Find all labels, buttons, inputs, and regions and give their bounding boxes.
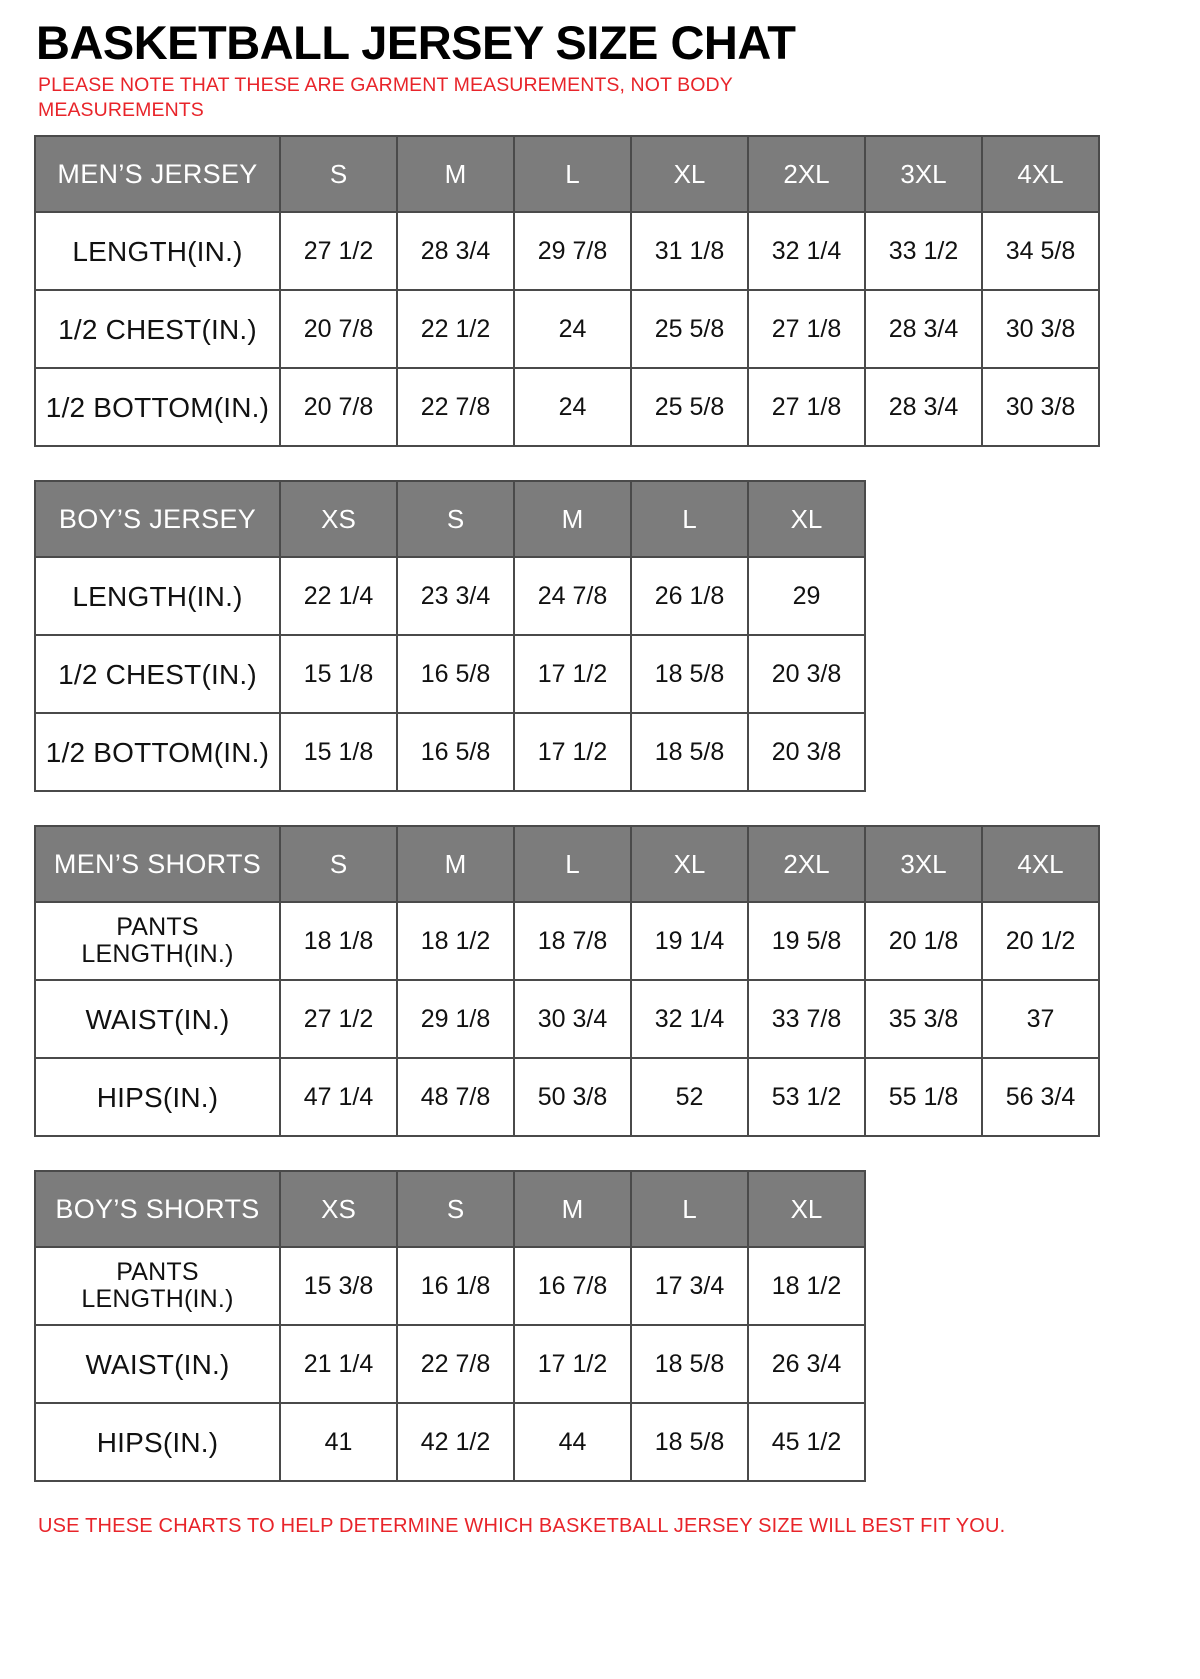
cell: 37 [982, 980, 1099, 1058]
column-header: XL [631, 826, 748, 902]
cell: 22 1/4 [280, 557, 397, 635]
table-header-row [35, 826, 1099, 902]
table-boys-jersey [34, 480, 866, 792]
cell: 16 1/8 [397, 1247, 514, 1325]
cell: 27 1/8 [748, 290, 865, 368]
cell: 32 1/4 [748, 212, 865, 290]
row-label: 1/2 CHEST(IN.) [35, 635, 280, 713]
column-header: MEN’S SHORTS [35, 826, 280, 902]
cell: 52 [631, 1058, 748, 1136]
row-label: HIPS(IN.) [35, 1058, 280, 1136]
cell: 17 1/2 [514, 1325, 631, 1403]
table-row [35, 1247, 865, 1325]
cell: 22 1/2 [397, 290, 514, 368]
row-label: 1/2 BOTTOM(IN.) [35, 368, 280, 446]
cell: 34 5/8 [982, 212, 1099, 290]
cell: 28 3/4 [397, 212, 514, 290]
column-header: L [631, 1171, 748, 1247]
cell: 28 3/4 [865, 368, 982, 446]
cell: 29 1/8 [397, 980, 514, 1058]
column-header: BOY’S JERSEY [35, 481, 280, 557]
column-header: 3XL [865, 826, 982, 902]
cell: 53 1/2 [748, 1058, 865, 1136]
table-row [35, 902, 1099, 980]
row-label: LENGTH(IN.) [35, 212, 280, 290]
cell: 19 1/4 [631, 902, 748, 980]
row-label: HIPS(IN.) [35, 1403, 280, 1481]
cell: 17 3/4 [631, 1247, 748, 1325]
cell: 18 7/8 [514, 902, 631, 980]
column-header: 2XL [748, 136, 865, 212]
cell: 20 7/8 [280, 368, 397, 446]
column-header: MEN’S JERSEY [35, 136, 280, 212]
table-row [35, 212, 1099, 290]
row-label: LENGTH(IN.) [35, 557, 280, 635]
column-header: M [514, 481, 631, 557]
cell: 35 3/8 [865, 980, 982, 1058]
cell: 17 1/2 [514, 713, 631, 791]
cell: 19 5/8 [748, 902, 865, 980]
column-header: S [280, 826, 397, 902]
table-header-row [35, 481, 865, 557]
cell: 20 1/8 [865, 902, 982, 980]
column-header: XL [748, 481, 865, 557]
column-header: S [397, 481, 514, 557]
cell: 42 1/2 [397, 1403, 514, 1481]
row-label: WAIST(IN.) [35, 980, 280, 1058]
cell: 16 5/8 [397, 635, 514, 713]
cell: 29 [748, 557, 865, 635]
cell: 25 5/8 [631, 368, 748, 446]
cell: 21 1/4 [280, 1325, 397, 1403]
cell: 25 5/8 [631, 290, 748, 368]
table-boys-shorts [34, 1170, 866, 1482]
cell: 47 1/4 [280, 1058, 397, 1136]
table-row [35, 980, 1099, 1058]
cell: 48 7/8 [397, 1058, 514, 1136]
table-row [35, 368, 1099, 446]
column-header: XS [280, 1171, 397, 1247]
cell: 18 5/8 [631, 635, 748, 713]
cell: 41 [280, 1403, 397, 1481]
column-header: M [514, 1171, 631, 1247]
cell: 16 5/8 [397, 713, 514, 791]
cell: 20 7/8 [280, 290, 397, 368]
column-header: 2XL [748, 826, 865, 902]
cell: 32 1/4 [631, 980, 748, 1058]
cell: 30 3/8 [982, 368, 1099, 446]
cell: 15 3/8 [280, 1247, 397, 1325]
row-label: 1/2 CHEST(IN.) [35, 290, 280, 368]
cell: 30 3/8 [982, 290, 1099, 368]
column-header: BOY’S SHORTS [35, 1171, 280, 1247]
cell: 16 7/8 [514, 1247, 631, 1325]
cell: 20 3/8 [748, 713, 865, 791]
table-header-row [35, 1171, 865, 1247]
cell: 27 1/2 [280, 980, 397, 1058]
cell: 50 3/8 [514, 1058, 631, 1136]
cell: 18 1/2 [748, 1247, 865, 1325]
table-row [35, 713, 865, 791]
table-row [35, 1325, 865, 1403]
cell: 55 1/8 [865, 1058, 982, 1136]
cell: 33 7/8 [748, 980, 865, 1058]
cell: 24 [514, 368, 631, 446]
table-row [35, 1403, 865, 1481]
row-label: PANTS LENGTH(IN.) [35, 902, 280, 980]
cell: 33 1/2 [865, 212, 982, 290]
column-header: L [514, 826, 631, 902]
cell: 29 7/8 [514, 212, 631, 290]
footer-note: USE THESE CHARTS TO HELP DETERMINE WHICH BASKETBALL JERSEY SIZE WILL BEST FIT YOU. [38, 1515, 1006, 1538]
cell: 22 7/8 [397, 368, 514, 446]
cell: 18 5/8 [631, 1325, 748, 1403]
cell: 18 1/8 [280, 902, 397, 980]
cell: 15 1/8 [280, 635, 397, 713]
cell: 22 7/8 [397, 1325, 514, 1403]
column-header: L [514, 136, 631, 212]
cell: 18 5/8 [631, 1403, 748, 1481]
cell: 31 1/8 [631, 212, 748, 290]
cell: 24 7/8 [514, 557, 631, 635]
cell: 20 1/2 [982, 902, 1099, 980]
column-header: M [397, 826, 514, 902]
column-header: M [397, 136, 514, 212]
table-row [35, 635, 865, 713]
column-header: 4XL [982, 136, 1099, 212]
measurement-note: PLEASE NOTE THAT THESE ARE GARMENT MEASUREMENTS, NOT BODY MEASUREMENTS [38, 74, 733, 122]
table-row [35, 557, 865, 635]
row-label: 1/2 BOTTOM(IN.) [35, 713, 280, 791]
cell: 20 3/8 [748, 635, 865, 713]
cell: 28 3/4 [865, 290, 982, 368]
column-header: S [280, 136, 397, 212]
cell: 56 3/4 [982, 1058, 1099, 1136]
cell: 15 1/8 [280, 713, 397, 791]
cell: 18 5/8 [631, 713, 748, 791]
table-mens-jersey [34, 135, 1100, 447]
cell: 18 1/2 [397, 902, 514, 980]
column-header: XL [631, 136, 748, 212]
cell: 24 [514, 290, 631, 368]
cell: 27 1/2 [280, 212, 397, 290]
column-header: XS [280, 481, 397, 557]
cell: 30 3/4 [514, 980, 631, 1058]
column-header: 3XL [865, 136, 982, 212]
page-title: BASKETBALL JERSEY SIZE CHAT [36, 16, 796, 69]
row-label: PANTS LENGTH(IN.) [35, 1247, 280, 1325]
column-header: XL [748, 1171, 865, 1247]
table-row [35, 290, 1099, 368]
table-mens-shorts [34, 825, 1100, 1137]
cell: 26 3/4 [748, 1325, 865, 1403]
cell: 26 1/8 [631, 557, 748, 635]
cell: 44 [514, 1403, 631, 1481]
cell: 17 1/2 [514, 635, 631, 713]
column-header: L [631, 481, 748, 557]
column-header: S [397, 1171, 514, 1247]
table-header-row [35, 136, 1099, 212]
table-row [35, 1058, 1099, 1136]
cell: 23 3/4 [397, 557, 514, 635]
cell: 27 1/8 [748, 368, 865, 446]
cell: 45 1/2 [748, 1403, 865, 1481]
row-label: WAIST(IN.) [35, 1325, 280, 1403]
column-header: 4XL [982, 826, 1099, 902]
